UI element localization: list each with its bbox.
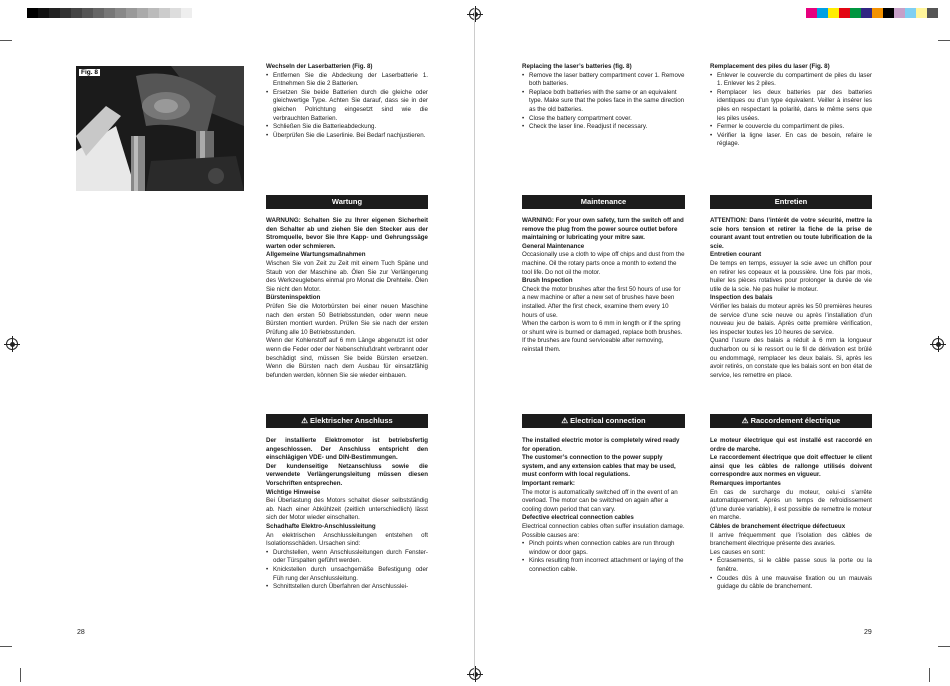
section-band-electrical-connection: ⚠ Electrical connection [522,414,685,428]
french-column-electrical [710,437,872,592]
french-column-top [710,63,872,149]
list-item: • Entfernen Sie die Abdeckung der Laserbatterie 1. Entnehmen Sie die 2 Batterien. [266,72,428,89]
page-number-right: 29 [864,629,872,636]
section-band-maintenance: Maintenance [522,195,685,209]
list-item: • Vérifier la ligne laser. En cas de besoin, refaire le réglage. [710,132,872,149]
crop-mark [20,668,21,682]
subheading: General Maintenance [522,242,585,250]
subheading: Defective electrical connection cables [522,514,634,522]
subheading: Bürsteninspektion [266,294,321,302]
instruction-list [522,72,685,132]
french-column-maintenance [710,217,872,380]
warning-text: WARNUNG: Schalten Sie zu Ihrer eigenen Sicherheit den Schalter ab und ziehen Sie den Stecker aus der Stromquelle, bevor Sie Ihre Kapp- und Gehrungssäge warten oder schmieren. [266,217,428,250]
section-band-elektrischer-anschluss: ⚠ Elektrischer Anschluss [266,414,428,428]
registration-mark-bottom-icon [469,668,481,680]
list-item: • Close the battery compartment cover. [522,115,685,124]
paragraph: The installed electric motor is completely wired ready for operation. [522,437,680,453]
list-item: • Check the laser line. Readjust if necessary. [522,123,685,132]
list-item: • Ersetzen Sie beide Batterien durch die gleiche oder gleichwertige Type. Achten Sie darauf, dass sie in der gleichen Polrichtung eingesetzt sind wie die verbrauchten Batterien. [266,89,428,123]
paragraph: Vérifier les balais du moteur après les 50 premières heures de service d’une scie neuve ou après l’installation d’un nouveau jeu de balais. Après cette première vérification, les inspecter toutes les 10 heures de service. [710,302,872,336]
page-number-left: 28 [77,629,85,636]
subheading: Wichtige Hinweise [266,488,321,496]
registration-mark-right-icon [932,338,944,350]
paragraph: Il arrive fréquemment que l’isolation des câbles de branchement électrique présente des avaries. [710,531,872,548]
subheading: Allgemeine Wartungsmaßnahmen [266,251,366,259]
list-item: • Schließen Sie die Batterieabdeckung. [266,123,428,132]
registration-mark-top-icon [469,8,481,20]
grayscale-bar [27,8,192,18]
list-item: • Coudes dûs à une mauvaise fixation ou un mauvais guidage du câble de branchement. [710,575,872,592]
list-item: • Kinks resulting from incorrect attachment or laying of the connection cable. [522,557,685,574]
subheading: Schadhafte Elektro-Anschlussleitung [266,522,376,530]
section-title: Remplacement des piles du laser (Fig. 8) [710,63,830,70]
warning-text: ATTENTION: Dans l’intérêt de votre sécurité, mettre la scie hors tension et retirer la fiche de la prise de courant avant tout entretien ou toute lubrification de la scie. [710,217,872,250]
list-item: • Durchstellen, wenn Anschlussleitungen durch Fenster- oder Türspalten geführt werden. [266,549,428,566]
warning-text: WARNING: For your own safety, turn the switch off and remove the plug from the power source outlet before maintaining or lubricating your mitre saw. [522,217,684,242]
registration-mark-left-icon [6,338,18,350]
section-title: Replacing the laser’s batteries (fig. 8) [522,63,632,70]
crop-mark [929,668,930,682]
section-title: Wechseln der Laserbatterien (Fig. 8) [266,63,373,70]
section-band-wartung: Wartung [266,195,428,209]
cause-list [522,540,685,574]
section-band-entretien: Entretien [710,195,872,209]
list-item: • Enlever le couvercle du compartiment de piles du laser 1. Enlever les 2 piles. [710,72,872,89]
english-column-electrical [522,437,685,575]
german-column-top [266,63,428,140]
subheading: Brush Inspection [522,277,573,285]
paragraph: When the carbon is worn to 6 mm in length or if the spring or shunt wire is burned or damaged, replace both brushes. If the brushes are found serviceable after removing, reinstall them. [522,320,683,353]
paragraph: The motor is automatically switched off in the event of an overload. The motor can be switched on again after a cooling down period that can vary. [522,488,678,513]
paragraph: De temps en temps, essuyer la scie avec un chiffon pour en retirer les copeaux et la poussière. Une fois par mois, huiler les pièces rotatives pour prolonger la durée de vie utile de la scie. Ne pas huiler le moteur. [710,259,872,293]
subheading: Remarques importantes [710,479,781,487]
paragraph: The customer’s connection to the power supply system, and any extension cables that may be used, must conform with local regulations. [522,454,676,479]
crop-mark [938,646,950,647]
english-column-top [522,63,685,132]
crop-mark [0,40,12,41]
saw-laser-photo-icon [76,66,244,191]
list-item: • Remove the laser battery compartment cover 1. Remove both batteries. [522,72,685,89]
list-item: • Écrasements, si le câble passe sous la porte ou la fenêtre. [710,557,872,574]
cause-list [710,557,872,591]
list-item: • Replace both batteries with the same or an equivalent type. Make sure that the poles face in the same direction as the old batteries. [522,89,685,115]
list-item: • Pinch points when connection cables are run through window or door gaps. [522,540,685,557]
paragraph: Wischen Sie von Zeit zu Zeit mit einem Tuch Späne und Staub von der Maschine ab. Ölen Sie zur Verlängerung des Werkzeuglebens einmal pro Monat die Drehteile. Ölen Sie nicht den Motor. [266,259,428,293]
paragraph: Quand l’usure des balais a réduit à 6 mm la longueur ducharbon ou si le ressort ou le fil de dérivation est brûlé ou endommagé, remplacer les deux balais. Si, après les avoir retirés, on constate que les balais sont en bon état de service, les remettre en place. [710,337,873,379]
paragraph: An elektrischen Anschlussleitungen entstehen oft Isolationsschäden. Ursachen sind: [266,531,428,548]
subheading: Câbles de branchement électrique défectueux [710,522,846,530]
english-column-maintenance [522,217,685,355]
german-column-maintenance [266,217,428,380]
paragraph: Le moteur électrique qui est installé est raccordé en ordre de marche. [710,437,872,453]
instruction-list [266,72,428,141]
section-band-raccordement-electrique: ⚠ Raccordement électrique [710,414,872,428]
paragraph: Bei Überlastung des Motors schaltet dieser selbstständig ab. Nach einer Abkühlzeit (zeitlich unterschiedlich) lässt sich der Motor wieder einschalten. [266,497,428,522]
paragraph: En cas de surcharge du moteur, celui-ci s’arrête automatiquement. Après un temps de refroidissement (d’une durée variable), il est possible de remettre le moteur en marche. [710,488,872,522]
page-fold [474,8,475,678]
list-item: • Knickstellen durch unsachgemäße Befestigung oder Füh rung der Anschlussleitung. [266,566,428,583]
paragraph: Der installierte Elektromotor ist betriebsfertig angeschlossen. Der Anschluss entspricht den einschlägigen VDE- und DIN-Bestimmungen. [266,437,428,462]
figure-8-photo [76,66,244,191]
subheading: Entretien courant [710,251,762,259]
cause-list [266,549,428,592]
paragraph: Le raccordement électrique que doit effectuer le client ainsi que les câbles de rallonge utilisés doivent correspondre aux normes en vigueur. [710,454,872,479]
crop-mark [0,646,12,647]
paragraph: Prüfen Sie die Motorbürsten bei einer neuen Maschine nach den ersten 50 Betriebsstunden, oder wenn neue Bürsten montiert wurden. Prüfen Sie sie nach der ersten Prüfung alle 10 Betriebsstunden. [266,302,428,336]
color-bar [806,8,938,18]
paragraph: Les causes en sont: [710,548,766,556]
paragraph: Der kundenseitige Netzanschluss sowie die verwendete Verlängerungsleitung müssen diesen Vorschriften entsprechen. [266,462,428,487]
list-item: • Remplacer les deux batteries par des batteries identiques ou d’un type équivalent. Veiller à insérer les piles en respectant la polarité, dans le même sens que les piles usées. [710,89,872,123]
list-item: • Fermer le couvercle du compartiment de piles. [710,123,872,132]
list-item: • Überprüfen Sie die Laserlinie. Bei Bedarf nachjustieren. [266,132,428,141]
subheading: Inspection des balais [710,294,773,302]
figure-label: Fig. 8 [81,69,98,76]
german-column-electrical [266,437,428,592]
list-item: • Schnittstellen durch Überfahren der Anschlusslei- [266,583,428,592]
subheading: Important remark: [522,479,575,487]
paragraph: Possible causes are: [522,531,580,539]
crop-mark [938,40,950,41]
paragraph: Check the motor brushes after the first 50 hours of use for a new machine or after a new set of brushes have been installed. After the first check, examine them every 10 hours of use. [522,285,681,319]
paragraph: Wenn der Kohlenstoff auf 6 mm Länge abgenutzt ist oder wenn die Feder oder der Nebenschlußdraht verbrannt oder beschädigt sind, müssen Sie beide Bürsten ersetzen. Wenn die Bürsten nach dem Ausbau für einsatzfähig befunden werden, können Sie sie wieder einbauen. [266,337,428,379]
paragraph: Electrical connection cables often suffer insulation damage. [522,522,685,530]
paragraph: Occasionally use a cloth to wipe off chips and dust from the machine. Oil the rotary parts once a month to extend the tool life. Do not oil the motor. [522,251,685,276]
instruction-list [710,72,872,149]
